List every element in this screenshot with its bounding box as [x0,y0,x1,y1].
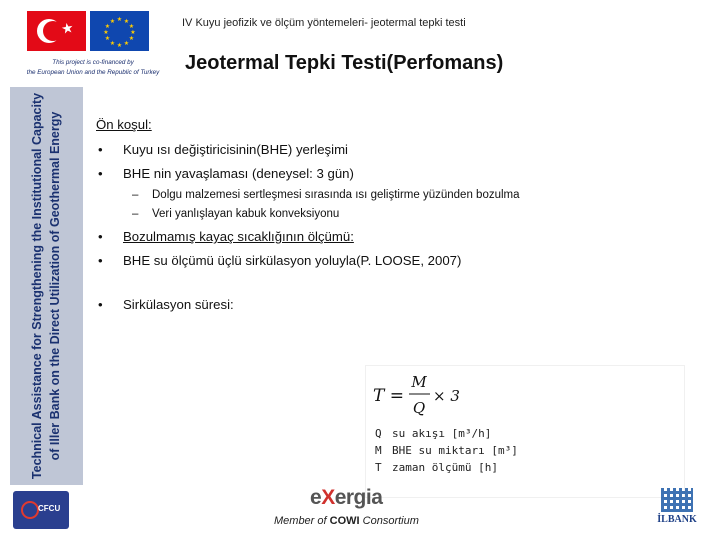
svg-text:★: ★ [123,18,130,25]
formula-box [366,366,684,497]
sub-list-item-text: Veri yanlışlayan kabuk konveksiyonu [152,208,340,220]
legend-symbol: M [375,444,382,457]
exergia-x: X [321,486,335,509]
list-item-text: Sirkülasyon süresi: [123,297,234,312]
formula-numerator: M [411,373,427,391]
cofinance-line-1: This project is co-financed by [52,59,134,66]
svg-text:★: ★ [128,23,135,30]
side-band-line-1: Technical Assistance for Strengthening the Institutional Capacity [30,92,44,480]
list-item-text: Kuyu ısı değiştiricisinin(BHE) yerleşimi [123,142,348,157]
svg-text:★: ★ [109,40,116,47]
formula-rhs: × 3 [433,387,460,405]
consortium-note [274,515,419,527]
prerequisite-heading: Ön koşul: [96,117,152,132]
circulation-time-formula [373,370,463,427]
svg-text:★: ★ [109,18,116,25]
formula-denominator: Q [412,399,426,417]
svg-text:★: ★ [128,35,135,42]
bullet-icon: • [98,229,103,244]
eu-stars-icon [90,11,149,51]
dash-icon: – [132,189,139,201]
formula-legend-row [375,427,491,440]
ilbank-grid-icon [661,488,693,512]
sub-list-item-text: Dolgu malzemesi sertleşmesi sırasında ısı geliştirme yüzünden bozulma [152,189,520,201]
bullet-icon: • [98,253,103,268]
cofinance-note [8,58,178,78]
formula-lhs: T = [373,386,404,406]
cofinance-line-2: the European Union and the Republic of Turkey [26,69,160,76]
dash-icon: – [132,208,139,220]
svg-text:★: ★ [116,16,123,23]
list-item-text: Bozulmamış kayaç sıcaklığının ölçümü: [123,229,354,244]
svg-text:★: ★ [103,29,109,36]
svg-text:★: ★ [104,35,111,42]
bullet-icon: • [98,142,103,157]
legend-symbol: Q [375,427,382,440]
presentation-subtitle: IV Kuyu jeofizik ve ölçüm yöntemeleri- jeotermal tepki testi [182,17,466,29]
legend-text: BHE su miktarı [m³] [392,444,518,457]
legend-text: su akışı [m³/h] [392,427,492,440]
svg-text:★: ★ [116,42,123,49]
legend-text: zaman ölçümü [h] [392,461,498,474]
member-prefix: Member of [274,515,327,527]
side-band-line-2: of Iller Bank on the Direct Utilization of Geothermal Energy [48,111,62,461]
turkey-flag-logo [27,11,86,51]
exergia-logo [310,486,382,510]
slide-title: Jeotermal Tepki Testi(Perfomans) [185,52,504,74]
ilbank-logo [651,488,703,532]
side-band-text [28,88,64,484]
exergia-rest: ergia [334,486,383,509]
svg-text:★: ★ [123,40,130,47]
formula-legend-row [375,461,498,474]
star-icon: ★ [59,19,75,37]
eu-flag-logo [90,11,149,51]
member-suffix: Consortium [362,515,419,527]
legend-symbol: T [375,461,382,474]
svg-text:★: ★ [104,23,111,30]
list-item-text: BHE su ölçümü üçlü sirkülasyon yoluyla(P. LOOSE, 2007) [123,253,462,268]
list-item-text: BHE nin yavaşlaması (deneysel: 3 gün) [123,166,354,181]
formula-legend-row [375,444,518,457]
cfcu-label: CFCU [38,504,61,513]
svg-text:★: ★ [130,29,136,36]
cfcu-mark-icon [21,501,39,519]
cfcu-logo [13,491,69,529]
ilbank-label: İLBANK [657,514,697,525]
bullet-icon: • [98,297,103,312]
exergia-e: e [310,486,322,509]
formula-graphic [373,370,463,422]
cowi-logo: COWI [329,515,360,527]
bullet-icon: • [98,166,103,181]
